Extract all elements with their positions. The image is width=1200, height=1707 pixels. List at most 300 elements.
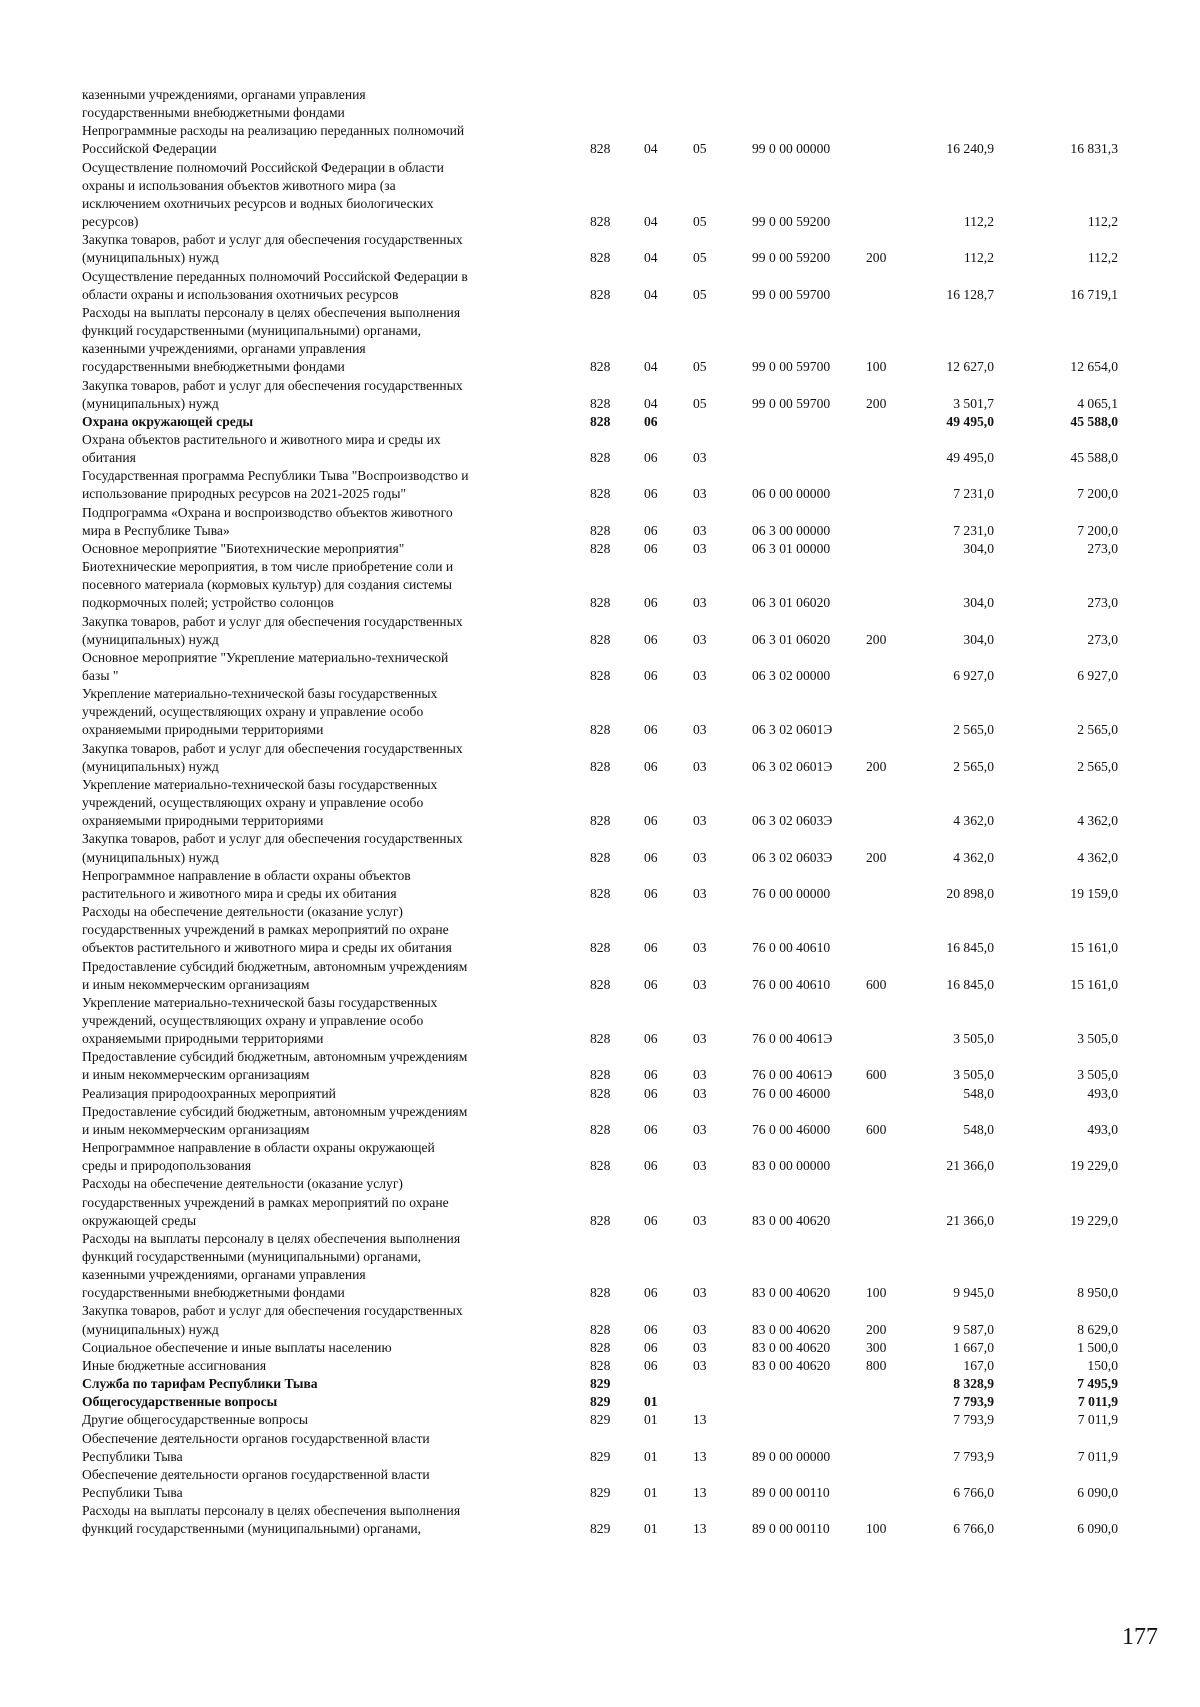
amount-year-1: 304,0 — [963, 595, 994, 611]
amount-year-1: 16 845,0 — [946, 976, 994, 992]
admin-code: 828 — [590, 1158, 611, 1174]
amount-year-1: 4 362,0 — [953, 849, 994, 865]
admin-code: 829 — [590, 1448, 611, 1464]
target-article-code: 99 0 00 59700 — [752, 395, 831, 411]
target-article-code: 89 0 00 00110 — [752, 1485, 830, 1501]
section-code: 06 — [644, 631, 658, 647]
admin-code: 828 — [590, 758, 611, 774]
amount-year-1: 16 845,0 — [946, 940, 994, 956]
section-code: 06 — [644, 1285, 658, 1301]
row-description: Другие общегосударственные вопросы — [82, 1412, 309, 1428]
amount-year-1: 6 766,0 — [953, 1521, 994, 1537]
table-row — [82, 685, 1162, 739]
amount-year-2: 273,0 — [1087, 595, 1118, 611]
row-description: Укрепление материально-технической базы государственных учреждений, осуществляющих охрану и управление особо охраняемыми природными территориями — [82, 776, 438, 829]
table-row — [82, 1085, 1162, 1103]
expense-type-code: 200 — [866, 758, 887, 774]
section-code: 06 — [644, 413, 658, 429]
row-description: Закупка товаров, работ и услуг для обеспечения государственных (муниципальных) нужд — [82, 613, 463, 647]
subsection-code: 03 — [693, 668, 707, 683]
subsection-code: 05 — [693, 359, 707, 375]
page-number: 177 — [1122, 1624, 1158, 1650]
amount-year-2: 8 629,0 — [1077, 1321, 1118, 1337]
amount-year-1: 12 627,0 — [946, 359, 994, 375]
amount-year-2: 12 654,0 — [1070, 359, 1118, 375]
amount-year-1: 8 328,9 — [953, 1376, 994, 1392]
amount-year-2: 3 505,0 — [1077, 1067, 1118, 1083]
section-code: 06 — [644, 813, 658, 829]
amount-year-1: 7 231,0 — [953, 522, 994, 538]
admin-code: 828 — [590, 540, 611, 556]
subsection-code: 03 — [693, 1285, 707, 1301]
subsection-code: 03 — [693, 976, 707, 992]
admin-code: 828 — [590, 1212, 611, 1228]
subsection-code: 13 — [693, 1448, 707, 1464]
subsection-code: 03 — [693, 450, 707, 466]
target-article-code: 99 0 00 59700 — [752, 359, 831, 375]
amount-year-2: 273,0 — [1087, 540, 1118, 556]
amount-year-2: 2 565,0 — [1077, 758, 1118, 774]
admin-code: 828 — [590, 486, 611, 502]
section-code: 06 — [644, 1067, 658, 1083]
target-article-code: 76 0 00 00000 — [752, 885, 831, 901]
section-code: 06 — [644, 1339, 658, 1355]
row-description: Основное мероприятие "Биотехнические мероприятия" — [82, 540, 405, 556]
row-description: Непрограммное направление в области охраны окружающей среды и природопользования — [82, 1140, 435, 1174]
admin-code: 828 — [590, 1085, 611, 1101]
target-article-code: 89 0 00 00000 — [752, 1448, 831, 1464]
amount-year-1: 304,0 — [963, 540, 994, 556]
row-description: Закупка товаров, работ и услуг для обеспечения государственных (муниципальных) нужд — [82, 377, 463, 411]
table-row — [82, 231, 1162, 267]
row-description: Иные бюджетные ассигнования — [82, 1357, 267, 1373]
row-description: Государственная программа Республики Тыва "Воспроизводство и использование природных ресурсов на 2021-2025 годы" — [82, 468, 469, 502]
admin-code: 828 — [590, 214, 611, 230]
subsection-code: 03 — [693, 595, 707, 611]
amount-year-2: 6 927,0 — [1077, 668, 1118, 683]
amount-year-2: 2 565,0 — [1077, 722, 1118, 738]
row-description: Осуществление полномочий Российской Федерации в области охраны и использования объектов животного мира (за исключением охотничьих ресурсов и водных биологических ресурсов) — [82, 159, 444, 230]
amount-year-2: 19 229,0 — [1070, 1212, 1118, 1228]
target-article-code: 06 3 02 0603Э — [752, 813, 833, 829]
section-code: 06 — [644, 976, 658, 992]
table-row — [82, 558, 1162, 612]
target-article-code: 83 0 00 40620 — [752, 1357, 831, 1373]
amount-year-2: 7 011,9 — [1077, 1412, 1118, 1428]
section-code: 01 — [644, 1485, 658, 1501]
section-code: 06 — [644, 595, 658, 611]
subsection-code: 13 — [693, 1521, 707, 1537]
target-article-code: 99 0 00 59700 — [752, 286, 831, 302]
section-code: 06 — [644, 540, 658, 556]
section-code: 01 — [644, 1412, 658, 1428]
amount-year-1: 6 927,0 — [953, 668, 994, 683]
section-code: 06 — [644, 450, 658, 466]
amount-year-2: 7 495,9 — [1077, 1376, 1118, 1392]
section-code: 06 — [644, 1031, 658, 1047]
row-description: Осуществление переданных полномочий Российской Федерации в области охраны и использования охотничьих ресурсов — [82, 268, 468, 302]
expense-type-code: 200 — [866, 395, 887, 411]
subsection-code: 13 — [693, 1412, 707, 1428]
amount-year-1: 6 766,0 — [953, 1485, 994, 1501]
target-article-code: 06 3 02 00000 — [752, 668, 831, 683]
amount-year-1: 49 495,0 — [946, 413, 994, 429]
table-row — [82, 413, 1162, 431]
section-code: 06 — [644, 1357, 658, 1373]
admin-code: 828 — [590, 359, 611, 375]
amount-year-1: 16 128,7 — [946, 286, 994, 302]
subsection-code: 03 — [693, 522, 707, 538]
admin-code: 828 — [590, 395, 611, 411]
row-description: Реализация природоохранных мероприятий — [82, 1085, 336, 1101]
amount-year-2: 7 200,0 — [1077, 486, 1118, 502]
table-row — [82, 649, 1162, 685]
amount-year-1: 167,0 — [963, 1357, 994, 1373]
row-description: Закупка товаров, работ и услуг для обеспечения государственных (муниципальных) нужд — [82, 1303, 463, 1337]
amount-year-1: 1 667,0 — [953, 1339, 994, 1355]
subsection-code: 03 — [693, 540, 707, 556]
amount-year-1: 3 505,0 — [953, 1031, 994, 1047]
amount-year-1: 20 898,0 — [946, 885, 994, 901]
section-code: 06 — [644, 1158, 658, 1174]
subsection-code: 03 — [693, 849, 707, 865]
table-row — [82, 431, 1162, 467]
row-description: Укрепление материально-технической базы государственных учреждений, осуществляющих охрану и управление особо охраняемыми природными территориями — [82, 686, 438, 738]
amount-year-2: 45 588,0 — [1070, 450, 1118, 466]
expense-type-code: 800 — [866, 1357, 887, 1373]
subsection-code: 05 — [693, 250, 707, 266]
amount-year-2: 7 200,0 — [1077, 522, 1118, 538]
subsection-code: 03 — [693, 1321, 707, 1337]
amount-year-1: 7 793,9 — [953, 1448, 994, 1464]
section-code: 06 — [644, 722, 658, 738]
row-description: Закупка товаров, работ и услуг для обеспечения государственных (муниципальных) нужд — [82, 740, 463, 774]
target-article-code: 89 0 00 00110 — [752, 1521, 830, 1537]
table-row — [82, 540, 1162, 558]
subsection-code: 03 — [693, 1067, 707, 1083]
section-code: 06 — [644, 522, 658, 538]
subsection-code: 03 — [693, 1158, 707, 1174]
amount-year-2: 6 090,0 — [1077, 1521, 1118, 1537]
amount-year-2: 19 159,0 — [1070, 885, 1118, 901]
row-description: Расходы на выплаты персоналу в целях обеспечения выполнения функций государственными (муниципальными) органами, казенными учреждениями, органами управления государственными внебюджетными фондами — [82, 1230, 461, 1301]
admin-code: 828 — [590, 250, 611, 266]
amount-year-1: 548,0 — [963, 1121, 994, 1137]
subsection-code: 03 — [693, 1339, 707, 1355]
row-description: Обеспечение деятельности органов государственной власти Республики Тыва — [82, 1466, 430, 1501]
section-code: 06 — [644, 758, 658, 774]
amount-year-1: 112,2 — [963, 214, 994, 230]
subsection-code: 05 — [693, 286, 707, 302]
subsection-code: 03 — [693, 631, 707, 647]
target-article-code: 83 0 00 40620 — [752, 1212, 831, 1228]
expense-type-code: 200 — [866, 849, 887, 865]
amount-year-2: 7 011,9 — [1077, 1448, 1118, 1464]
row-description: Закупка товаров, работ и услуг для обеспечения государственных (муниципальных) нужд — [82, 831, 463, 865]
row-description: Биотехнические мероприятия, в том числе приобретение соли и посевного материала (кормовых культур) для создания системы подкормочных полей; устройство солонцов — [82, 559, 454, 611]
admin-code: 828 — [590, 976, 611, 992]
admin-code: 828 — [590, 141, 611, 157]
subsection-code: 03 — [693, 758, 707, 774]
target-article-code: 76 0 00 4061Э — [752, 1067, 833, 1083]
amount-year-2: 16 831,3 — [1070, 141, 1118, 157]
target-article-code: 99 0 00 00000 — [752, 141, 831, 157]
admin-code: 829 — [590, 1394, 611, 1410]
subsection-code: 03 — [693, 940, 707, 956]
table-row — [82, 958, 1162, 994]
target-article-code: 76 0 00 40610 — [752, 940, 831, 956]
expense-type-code: 100 — [866, 1285, 887, 1301]
admin-code: 828 — [590, 1339, 611, 1355]
amount-year-1: 7 793,9 — [953, 1412, 994, 1428]
subsection-code: 03 — [693, 1121, 707, 1137]
amount-year-1: 21 366,0 — [946, 1212, 994, 1228]
amount-year-2: 150,0 — [1087, 1357, 1118, 1373]
expense-type-code: 600 — [866, 1067, 887, 1083]
amount-year-1: 49 495,0 — [946, 450, 994, 466]
amount-year-1: 16 240,9 — [946, 141, 994, 157]
subsection-code: 05 — [693, 395, 707, 411]
row-description: Укрепление материально-технической базы государственных учреждений, осуществляющих охрану и управление особо охраняемыми природными территориями — [82, 994, 438, 1047]
section-code: 04 — [644, 286, 658, 302]
table-row — [82, 377, 1162, 413]
row-description: Предоставление субсидий бюджетным, автономным учреждениям и иным некоммерческим организациям — [82, 1103, 468, 1137]
admin-code: 829 — [590, 1376, 611, 1392]
subsection-code: 03 — [693, 1085, 707, 1101]
table-row — [82, 1302, 1162, 1338]
target-article-code: 83 0 00 40620 — [752, 1339, 831, 1355]
target-article-code: 06 3 01 06020 — [752, 631, 831, 647]
admin-code: 828 — [590, 595, 611, 611]
table-row — [82, 830, 1162, 866]
row-description: Непрограммное направление в области охраны объектов растительного и животного мира и среды их обитания — [82, 867, 411, 901]
section-code: 01 — [644, 1521, 658, 1537]
row-description: Охрана окружающей среды — [82, 413, 254, 429]
target-article-code: 06 3 01 00000 — [752, 540, 831, 556]
expense-type-code: 100 — [866, 359, 887, 375]
table-row — [82, 504, 1162, 540]
target-article-code: 76 0 00 46000 — [752, 1121, 831, 1137]
section-code: 04 — [644, 250, 658, 266]
subsection-code: 03 — [693, 813, 707, 829]
target-article-code: 83 0 00 40620 — [752, 1285, 831, 1301]
admin-code: 828 — [590, 286, 611, 302]
table-row — [82, 1393, 1162, 1411]
row-description: Непрограммные расходы на реализацию переданных полномочий Российской Федерации — [82, 123, 465, 157]
amount-year-1: 112,2 — [963, 250, 994, 266]
section-code: 06 — [644, 1321, 658, 1337]
table-row — [82, 159, 1162, 232]
admin-code: 828 — [590, 813, 611, 829]
admin-code: 829 — [590, 1412, 611, 1428]
admin-code: 828 — [590, 1321, 611, 1337]
section-code: 04 — [644, 359, 658, 375]
table-row — [82, 1502, 1162, 1538]
table-row — [82, 86, 1162, 122]
amount-year-1: 548,0 — [963, 1085, 994, 1101]
amount-year-1: 2 565,0 — [953, 758, 994, 774]
row-description: Обеспечение деятельности органов государственной власти Республики Тыва — [82, 1430, 430, 1464]
amount-year-2: 112,2 — [1087, 214, 1118, 230]
row-description: Служба по тарифам Республики Тыва — [82, 1376, 318, 1392]
amount-year-2: 273,0 — [1087, 631, 1118, 647]
target-article-code: 99 0 00 59200 — [752, 250, 831, 266]
amount-year-2: 15 161,0 — [1070, 940, 1118, 956]
row-description: Расходы на выплаты персоналу в целях обеспечения выполнения функций государственными (муниципальными) органами, казенными учреждениями, органами управления государственными внебюджетными фондами — [82, 304, 461, 375]
table-row — [82, 867, 1162, 903]
table-row — [82, 1048, 1162, 1084]
target-article-code: 76 0 00 46000 — [752, 1085, 831, 1101]
amount-year-2: 8 950,0 — [1077, 1285, 1118, 1301]
row-description: Расходы на выплаты персоналу в целях обеспечения выполнения функций государственными (муниципальными) органами, — [82, 1503, 461, 1537]
subsection-code: 03 — [693, 1031, 707, 1047]
amount-year-2: 1 500,0 — [1077, 1339, 1118, 1355]
table-row — [82, 1175, 1162, 1229]
admin-code: 828 — [590, 413, 611, 429]
table-row — [82, 122, 1162, 158]
row-description: Закупка товаров, работ и услуг для обеспечения государственных (муниципальных) нужд — [82, 232, 463, 266]
amount-year-2: 493,0 — [1087, 1121, 1118, 1137]
table-row — [82, 994, 1162, 1048]
section-code: 04 — [644, 214, 658, 230]
table-row — [82, 304, 1162, 377]
table-row — [82, 1230, 1162, 1303]
table-row — [82, 268, 1162, 304]
admin-code: 828 — [590, 1121, 611, 1137]
section-code: 06 — [644, 1085, 658, 1101]
admin-code: 828 — [590, 1285, 611, 1301]
row-description: Подпрограмма «Охрана и воспроизводство объектов животного мира в Республике Тыва» — [82, 504, 453, 538]
amount-year-2: 112,2 — [1087, 250, 1118, 266]
amount-year-1: 7 231,0 — [953, 486, 994, 502]
section-code: 04 — [644, 141, 658, 157]
row-description: Охрана объектов растительного и животного мира и среды их обитания — [82, 431, 441, 466]
admin-code: 828 — [590, 450, 611, 466]
admin-code: 829 — [590, 1521, 611, 1537]
admin-code: 828 — [590, 849, 611, 865]
amount-year-2: 19 229,0 — [1070, 1158, 1118, 1174]
target-article-code: 76 0 00 4061Э — [752, 1031, 833, 1047]
amount-year-1: 9 587,0 — [953, 1321, 994, 1337]
table-row — [82, 1430, 1162, 1466]
target-article-code: 83 0 00 00000 — [752, 1158, 831, 1174]
target-article-code: 06 3 02 0601Э — [752, 758, 833, 774]
amount-year-1: 3 501,7 — [953, 395, 994, 411]
row-description: Общегосударственные вопросы — [82, 1394, 278, 1410]
budget-table — [82, 86, 1162, 1539]
admin-code: 828 — [590, 1031, 611, 1047]
expense-type-code: 300 — [866, 1339, 887, 1355]
subsection-code: 03 — [693, 885, 707, 901]
row-description: Социальное обеспечение и иные выплаты населению — [82, 1339, 392, 1355]
amount-year-2: 45 588,0 — [1070, 413, 1118, 429]
section-code: 04 — [644, 395, 658, 411]
table-row — [82, 776, 1162, 830]
table-row — [82, 1139, 1162, 1175]
amount-year-2: 3 505,0 — [1077, 1031, 1118, 1047]
row-description: Расходы на обеспечение деятельности (оказание услуг) государственных учреждений в рамках мероприятий по охране объектов растительного и животного мира и среды их обитания — [82, 904, 452, 956]
admin-code: 829 — [590, 1485, 611, 1501]
target-article-code: 06 0 00 00000 — [752, 486, 831, 502]
admin-code: 828 — [590, 522, 611, 538]
amount-year-1: 21 366,0 — [946, 1158, 994, 1174]
amount-year-1: 304,0 — [963, 631, 994, 647]
target-article-code: 06 3 00 00000 — [752, 522, 831, 538]
amount-year-2: 15 161,0 — [1070, 976, 1118, 992]
section-code: 01 — [644, 1394, 658, 1410]
admin-code: 828 — [590, 885, 611, 901]
row-description: Расходы на обеспечение деятельности (оказание услуг) государственных учреждений в рамках мероприятий по охране окружающей среды — [82, 1176, 449, 1228]
table-row — [82, 903, 1162, 957]
row-description: Предоставление субсидий бюджетным, автономным учреждениям и иным некоммерческим организациям — [82, 1049, 468, 1083]
target-article-code: 99 0 00 59200 — [752, 214, 831, 230]
table-row — [82, 1411, 1162, 1429]
amount-year-2: 4 065,1 — [1077, 395, 1118, 411]
subsection-code: 03 — [693, 486, 707, 502]
amount-year-1: 4 362,0 — [953, 813, 994, 829]
table-row — [82, 1339, 1162, 1357]
expense-type-code: 200 — [866, 1321, 887, 1337]
target-article-code: 76 0 00 40610 — [752, 976, 831, 992]
table-row — [82, 1466, 1162, 1502]
target-article-code: 06 3 01 06020 — [752, 595, 831, 611]
expense-type-code: 600 — [866, 976, 887, 992]
expense-type-code: 600 — [866, 1121, 887, 1137]
section-code: 01 — [644, 1448, 658, 1464]
subsection-code: 03 — [693, 1212, 707, 1228]
admin-code: 828 — [590, 940, 611, 956]
expense-type-code: 200 — [866, 250, 887, 266]
section-code: 06 — [644, 885, 658, 901]
admin-code: 828 — [590, 631, 611, 647]
admin-code: 828 — [590, 668, 611, 683]
amount-year-2: 7 011,9 — [1077, 1394, 1118, 1410]
row-description: Предоставление субсидий бюджетным, автономным учреждениям и иным некоммерческим организациям — [82, 958, 468, 992]
table-row — [82, 1375, 1162, 1393]
admin-code: 828 — [590, 1067, 611, 1083]
amount-year-2: 4 362,0 — [1077, 849, 1118, 865]
target-article-code: 06 3 02 0603Э — [752, 849, 833, 865]
amount-year-1: 2 565,0 — [953, 722, 994, 738]
table-row — [82, 1357, 1162, 1375]
amount-year-2: 4 362,0 — [1077, 813, 1118, 829]
amount-year-2: 6 090,0 — [1077, 1485, 1118, 1501]
section-code: 06 — [644, 849, 658, 865]
admin-code: 828 — [590, 1357, 611, 1373]
target-article-code: 06 3 02 0601Э — [752, 722, 833, 738]
section-code: 06 — [644, 1121, 658, 1137]
section-code: 06 — [644, 486, 658, 502]
admin-code: 828 — [590, 722, 611, 738]
row-description: Основное мероприятие "Укрепление материально-технической базы " — [82, 649, 449, 683]
table-row — [82, 740, 1162, 776]
expense-type-code: 100 — [866, 1521, 887, 1537]
table-row — [82, 613, 1162, 649]
subsection-code: 05 — [693, 141, 707, 157]
expense-type-code: 200 — [866, 631, 887, 647]
table-row — [82, 467, 1162, 503]
table-row — [82, 1103, 1162, 1139]
amount-year-1: 3 505,0 — [953, 1067, 994, 1083]
section-code: 06 — [644, 668, 658, 683]
amount-year-2: 16 719,1 — [1070, 286, 1118, 302]
section-code: 06 — [644, 1212, 658, 1228]
target-article-code: 83 0 00 40620 — [752, 1321, 831, 1337]
subsection-code: 03 — [693, 722, 707, 738]
section-code: 06 — [644, 940, 658, 956]
amount-year-1: 9 945,0 — [953, 1285, 994, 1301]
row-description: казенными учреждениями, органами управления государственными внебюджетными фондами — [82, 87, 366, 121]
